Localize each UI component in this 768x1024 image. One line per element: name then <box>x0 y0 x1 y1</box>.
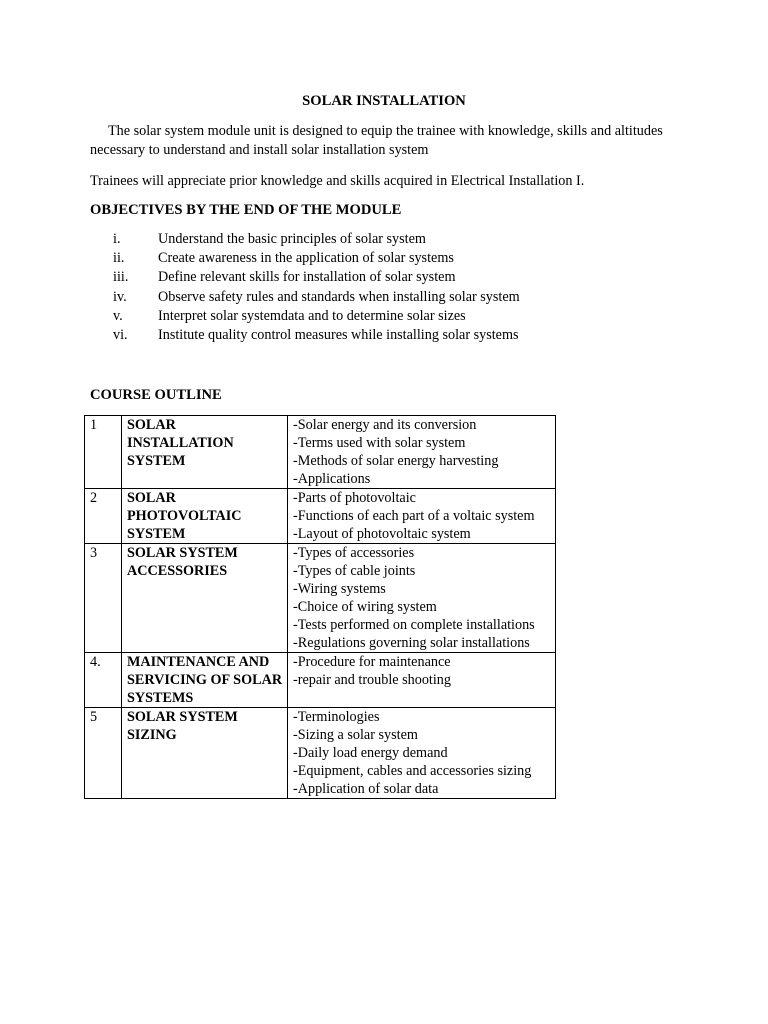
objective-text: Observe safety rules and standards when installing solar system <box>158 288 520 305</box>
table-row <box>85 544 556 653</box>
topic-item: -Parts of photovoltaic <box>293 490 416 506</box>
unit-topics <box>288 416 556 489</box>
topic-item: -Applications <box>293 471 371 487</box>
table-row <box>85 708 556 799</box>
topic-item: -Types of accessories <box>293 545 415 561</box>
topic-item: -Terminologies <box>293 709 380 725</box>
topic-item: -Regulations governing solar installations <box>293 635 530 651</box>
unit-number: 5 <box>85 708 122 799</box>
course-outline-heading: COURSE OUTLINE <box>90 387 222 403</box>
topic-item: -Equipment, cables and accessories sizing <box>293 763 532 779</box>
topic-item: -Wiring systems <box>293 581 386 597</box>
topic-item: -repair and trouble shooting <box>293 672 451 688</box>
prior-knowledge-paragraph: Trainees will appreciate prior knowledge and skills acquired in Electrical Installation I. <box>90 173 585 189</box>
unit-topics <box>288 489 556 544</box>
objective-text: Institute quality control measures while installing solar systems <box>158 326 519 343</box>
objective-number: i. <box>113 231 121 247</box>
topic-item: -Application of solar data <box>293 781 439 797</box>
table-row <box>85 653 556 708</box>
topic-item: -Sizing a solar system <box>293 727 418 743</box>
objective-text: Create awareness in the application of solar systems <box>158 250 454 267</box>
course-outline-table <box>84 415 556 799</box>
topic-item: -Terms used with solar system <box>293 435 466 451</box>
objective-text: Interpret solar systemdata and to determine solar sizes <box>158 307 466 324</box>
objectives-heading: OBJECTIVES BY THE END OF THE MODULE <box>90 202 402 218</box>
unit-title: SOLAR SYSTEM ACCESSORIES <box>122 544 288 653</box>
topic-item: -Functions of each part of a voltaic system <box>293 508 535 524</box>
topic-item: -Methods of solar energy harvesting <box>293 453 499 469</box>
unit-number: 2 <box>85 489 122 544</box>
unit-title: MAINTENANCE AND SERVICING OF SOLAR SYSTEMS <box>122 653 288 708</box>
intro-paragraph: The solar system module unit is designed to equip the trainee with knowledge, skills and altitudes necessary to understand and install solar installation system <box>90 123 663 158</box>
objective-number: vi. <box>113 326 128 343</box>
objective-number: ii. <box>113 250 125 267</box>
unit-title: SOLAR SYSTEM SIZING <box>122 708 288 799</box>
unit-number: 4. <box>85 653 122 708</box>
unit-number: 3 <box>85 544 122 653</box>
topic-item: -Types of cable joints <box>293 563 416 579</box>
topic-item: -Layout of photovoltaic system <box>293 526 471 542</box>
unit-number: 1 <box>85 416 122 489</box>
topic-item: -Daily load energy demand <box>293 745 448 761</box>
unit-topics <box>288 708 556 799</box>
topic-item: -Choice of wiring system <box>293 599 437 615</box>
unit-title: SOLAR INSTALLATION SYSTEM <box>122 416 288 489</box>
topic-item: -Solar energy and its conversion <box>293 417 477 433</box>
objective-text: Define relevant skills for installation of solar system <box>158 269 456 286</box>
unit-title: SOLAR PHOTOVOLTAIC SYSTEM <box>122 489 288 544</box>
objective-text: Understand the basic principles of solar system <box>158 231 426 247</box>
table-row <box>85 416 556 489</box>
topic-item: -Procedure for maintenance <box>293 654 451 670</box>
objective-number: iv. <box>113 288 127 305</box>
table-row <box>85 489 556 544</box>
objective-number: v. <box>113 307 123 324</box>
topic-item: -Tests performed on complete installations <box>293 617 535 633</box>
objective-number: iii. <box>113 269 129 286</box>
page-title: SOLAR INSTALLATION <box>302 93 466 109</box>
unit-topics <box>288 653 556 708</box>
unit-topics <box>288 544 556 653</box>
